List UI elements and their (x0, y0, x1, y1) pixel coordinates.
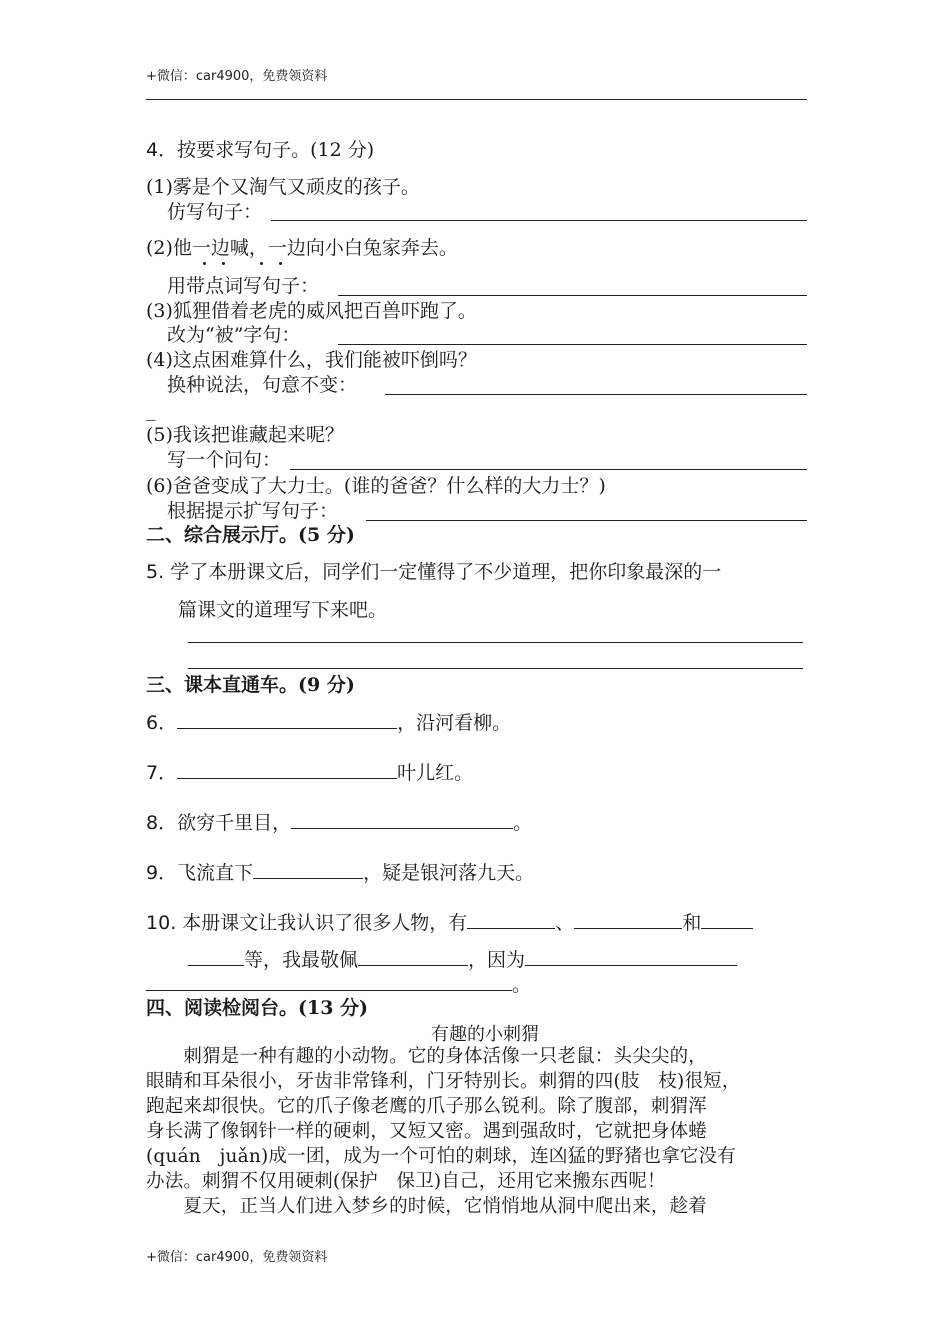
q10-number: 10 (146, 912, 171, 934)
q4-item-6-sentence: (6)爸爸变成了大力士。(谁的爸爸？什么样的大力士？) (146, 475, 606, 497)
q4-item-2-sentence: (2)他一边喊，一边向小白兔家奔去。 (146, 237, 458, 259)
q8: 8．欲穷千里目， 。 (146, 812, 533, 834)
q4-item-1-answer-line[interactable] (271, 220, 807, 221)
passage-line: 身长满了像钢针一样的硬刺，又短又密。遇到强敌时，它就把身体蜷 (146, 1121, 708, 1142)
q10-blank-4[interactable] (358, 947, 468, 966)
q10-line-2: 等，我最敬佩 ，因为 (188, 947, 737, 972)
emphasis-dot (260, 262, 263, 265)
q4-item-2-answer-line[interactable] (338, 295, 807, 296)
emphasis-dot (222, 262, 225, 265)
q5-answer-line-2[interactable] (188, 668, 803, 669)
section-2-title: 二、综合展示厅。(5 分) (146, 524, 355, 546)
q4-item-5-answer-line[interactable] (290, 469, 807, 470)
q4-title: 按要求写句子。(12 分) (177, 139, 375, 161)
q5-line-2: 篇课文的道理写下来吧。 (178, 599, 388, 621)
stray-underscore: _ (146, 399, 156, 421)
q9-number: 9 (146, 862, 159, 884)
emphasis-dot (203, 262, 206, 265)
q5-line-1: 5. 学了本册课文后，同学们一定懂得了不少道理，把你印象最深的一 (146, 561, 722, 583)
q4-item-4-prompt: 换种说法，句意不变： (167, 374, 358, 396)
q7-blank[interactable] (177, 760, 397, 779)
q6: 6． ，沿河看柳。 (146, 712, 512, 734)
emphasis-dot (279, 262, 282, 265)
passage-line: 刺猬是一种有趣的小动物。它的身体活像一只老鼠：头尖尖的， (146, 1046, 708, 1067)
section-3-title: 三、课本直通车。(9 分) (146, 674, 355, 696)
q4-item-4-sentence: (4)这点困难算什么，我们能被吓倒吗？ (146, 349, 477, 371)
q4-item-3-sentence: (3)狐狸借着老虎的威风把百兽吓跑了。 (146, 300, 477, 322)
q10-line-1: 10. 本册课文让我认识了很多人物，有 、 和 (146, 910, 753, 935)
passage-line: (quán juǎn)成一团，成为一个可怕的刺球，连凶猛的野猪也拿它没有 (146, 1146, 736, 1167)
q9-prefix: 飞流直下 (177, 862, 254, 884)
q6-number: 6 (146, 712, 159, 734)
q10-blank-3[interactable] (701, 910, 753, 929)
q7-number: 7 (146, 762, 159, 784)
q5-number: 5 (146, 561, 159, 583)
q4-item-4-answer-line[interactable] (385, 394, 807, 395)
q9-suffix: ，疑是银河落九天。 (363, 862, 535, 884)
page-header: +微信：car4900，免费领资料 (146, 69, 328, 84)
q9-blank[interactable] (253, 860, 363, 879)
section-4-title: 四、阅读检阅台。(13 分) (146, 997, 369, 1019)
q4-item-5-prompt: 写一个问句： (167, 449, 282, 471)
q4-item-5-sentence: (5)我该把谁藏起来呢？ (146, 424, 344, 446)
q10-blank-3-cont[interactable] (188, 947, 244, 966)
page-footer: +微信：car4900，免费领资料 (146, 1250, 328, 1265)
passage-line: 跑起来却很快。它的爪子像老鹰的爪子那么锐利。除了腹部，刺猬浑 (146, 1096, 708, 1117)
q7: 7． 叶儿红。 (146, 762, 474, 784)
passage-title: 有趣的小刺猬 (431, 1024, 539, 1045)
q4-item-3-prompt: 改为“被”字句： (167, 324, 301, 346)
q6-blank[interactable] (177, 710, 397, 729)
q4-item-3-answer-line[interactable] (338, 344, 807, 345)
q4-item-2-prompt: 用带点词写句子： (167, 275, 320, 297)
passage-line: 夏天，正当人们进入梦乡的时候，它悄悄地从洞中爬出来，趁着 (146, 1196, 708, 1217)
q8-prefix: 欲穷千里目， (177, 812, 292, 834)
q10-blank-1[interactable] (467, 910, 555, 929)
q4-item-1-sentence: (1)雾是个又淘气又顽皮的孩子。 (146, 176, 420, 198)
q4-number: 4 (146, 139, 159, 161)
q4-item-6-prompt: 根据提示扩写句子： (167, 500, 339, 522)
q5-answer-line-1[interactable] (188, 642, 803, 643)
q10-blank-2[interactable] (574, 910, 682, 929)
q4-item-1-prompt: 仿写句子： (167, 201, 263, 223)
q7-suffix: 叶儿红。 (397, 762, 474, 784)
q4-heading: 4．按要求写句子。(12 分) (146, 139, 375, 161)
passage-line: 办法。刺猬不仅用硬刺(保护 保卫)自己，还用它来搬东西呢！ (146, 1171, 666, 1192)
passage-line: 眼睛和耳朵很小，牙齿非常锋利，门牙特别长。刺猬的四(肢 枝)很短， (146, 1071, 741, 1092)
q4-item-6-answer-line[interactable] (366, 520, 807, 521)
q10-blank-5[interactable] (525, 947, 737, 966)
q10-line-3: 。 (146, 972, 531, 997)
q9: 9．飞流直下 ，疑是银河落九天。 (146, 862, 535, 884)
q8-number: 8 (146, 812, 159, 834)
q8-suffix: 。 (513, 812, 533, 834)
q10-blank-5-cont[interactable] (146, 972, 512, 991)
header-divider (146, 99, 807, 100)
q6-suffix: ，沿河看柳。 (397, 712, 512, 734)
q8-blank[interactable] (291, 810, 513, 829)
